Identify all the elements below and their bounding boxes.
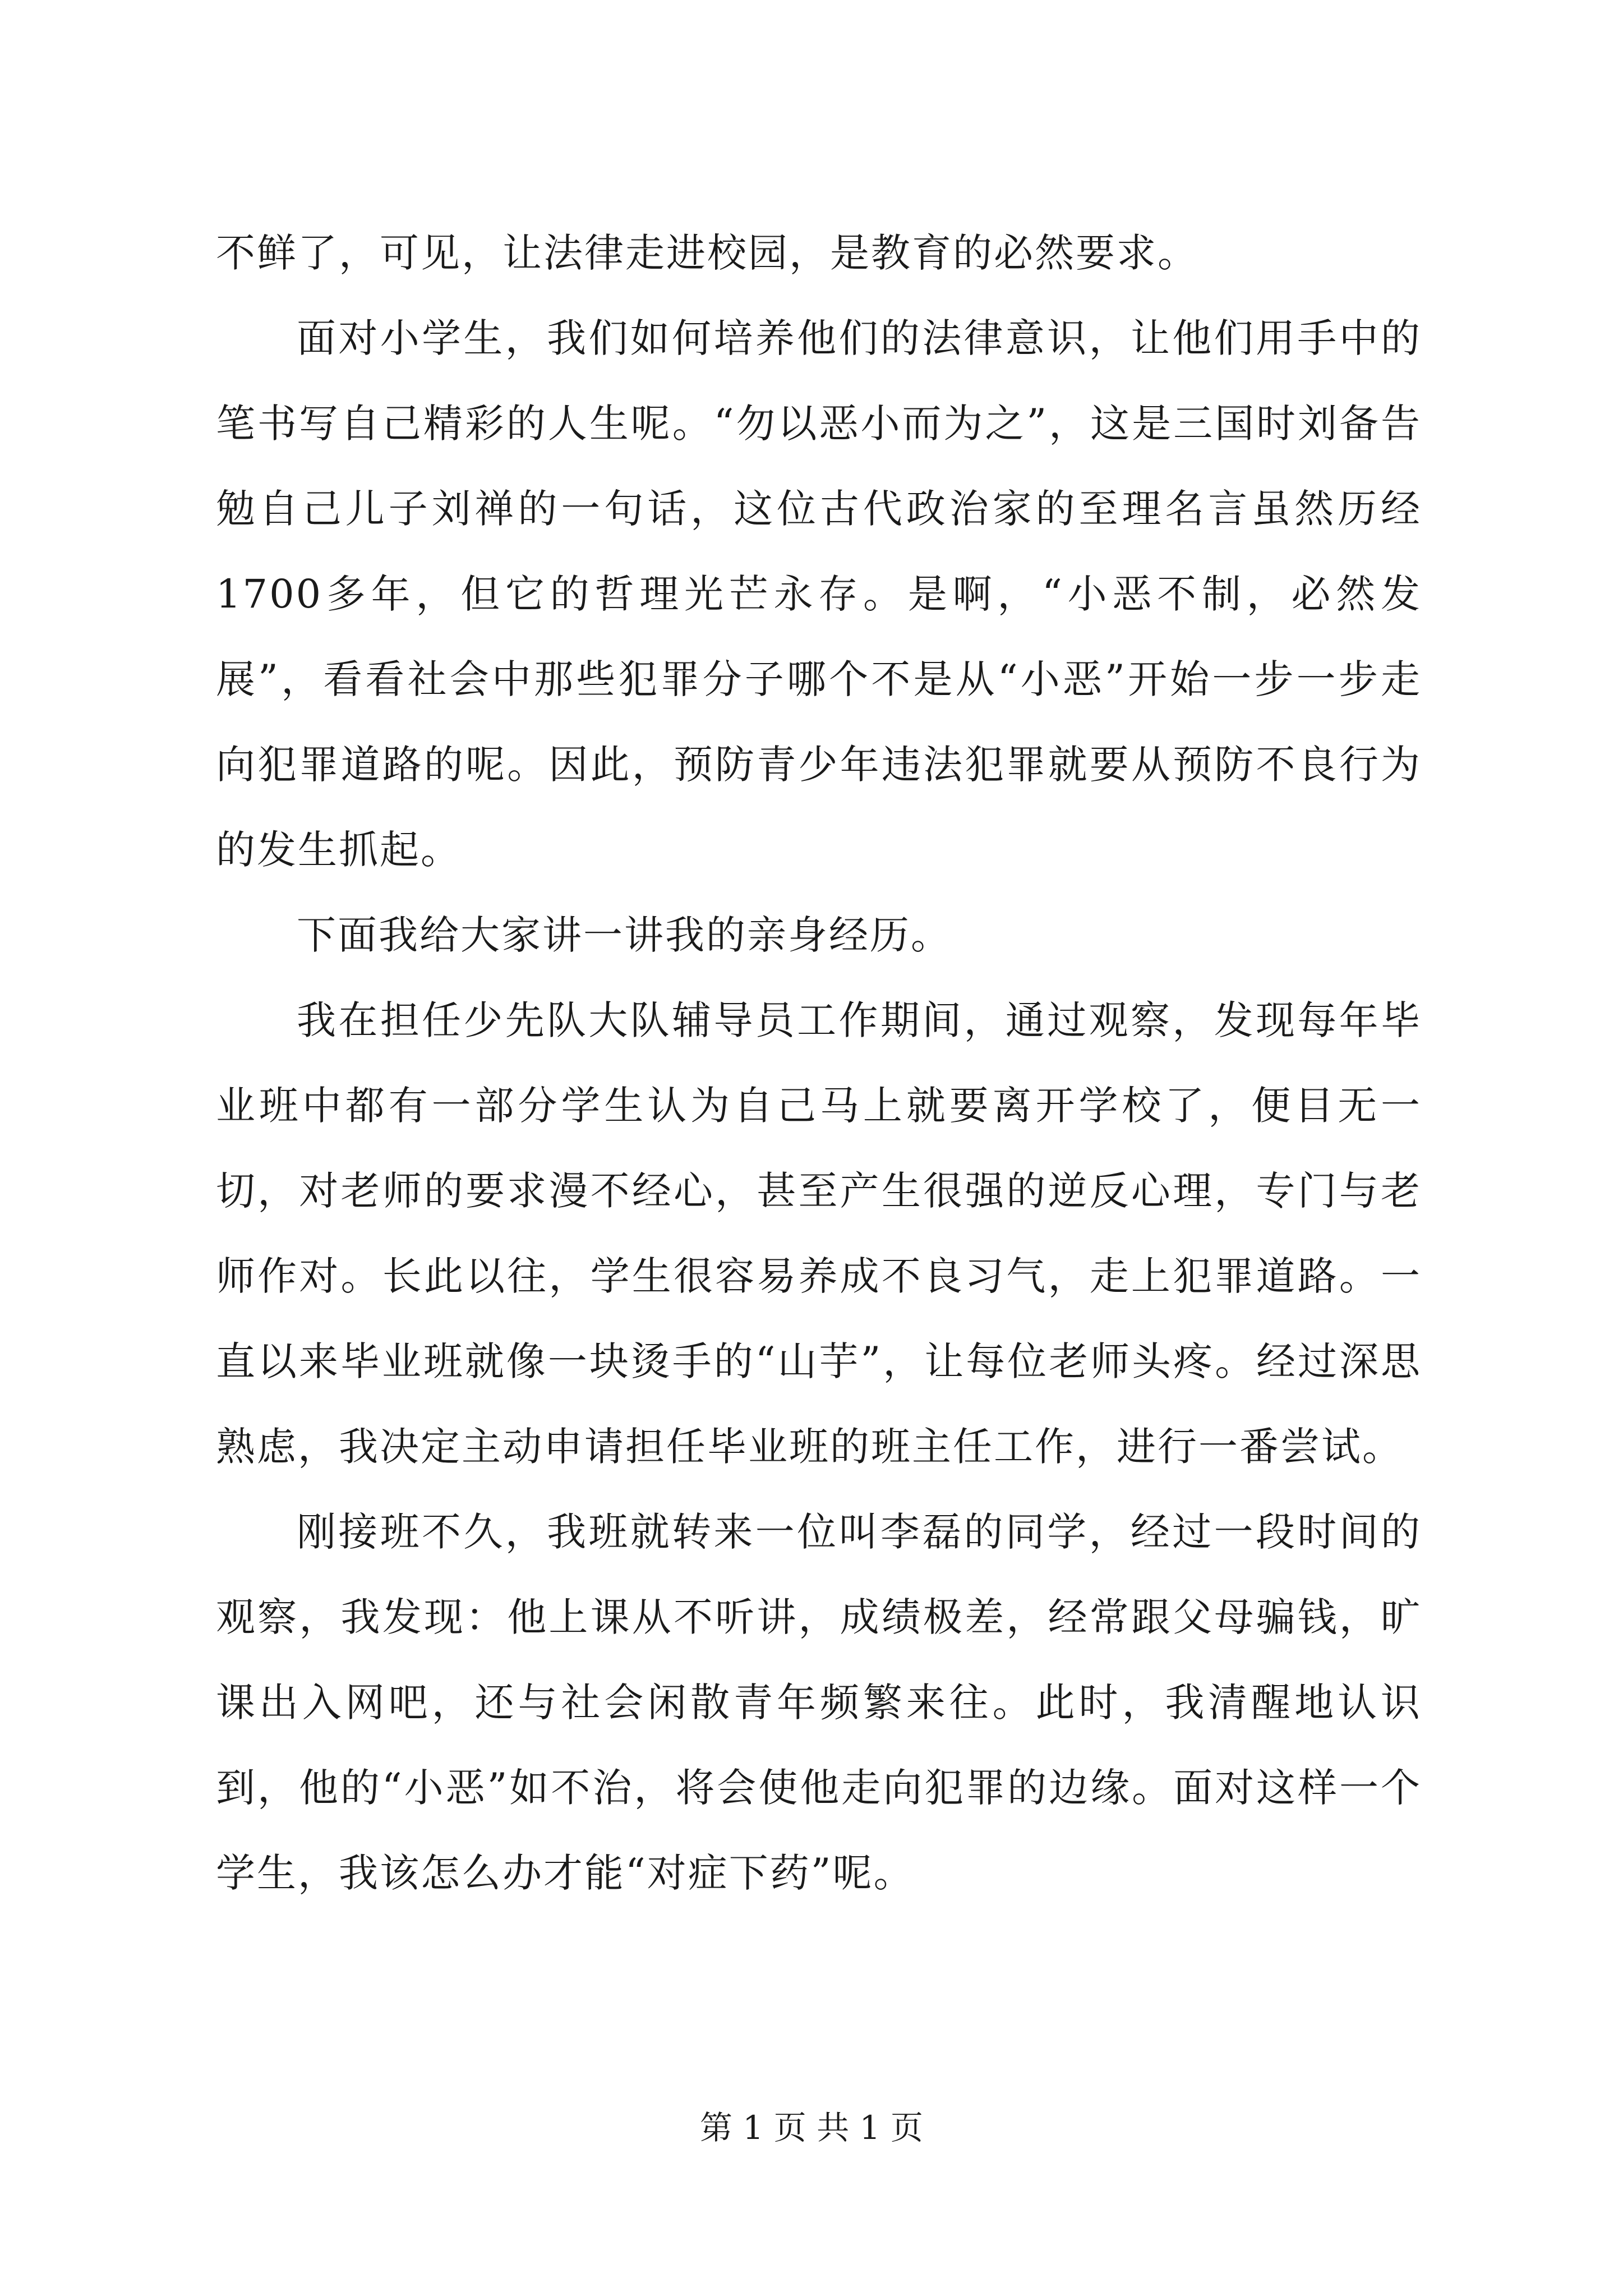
page-number-footer: 第 1 页 共 1 页 [700,2109,923,2147]
paragraph-continuation: 不鲜了，可见，让法律走进校园，是教育的必然要求。 [216,230,1198,276]
document-body [216,210,1422,1916]
paragraph-personal-experience-intro: 下面我给大家讲一讲我的亲身经历。 [297,912,952,958]
paragraph-graduating-class: 我在担任少先队大队辅导员工作期间，通过观察，发现每年毕业班中都有一部分学生认为自己马上就要离开学校了，便目无一切，对老师的要求漫不经心，甚至产生很强的逆反心理，专门与老师作对。长此以往，学生很容易养成不良习气，走上犯罪道路。一直以来毕业班就像一块烫手的“山芋”，让每位老师头疼。经过深思熟虑，我决定主动申请担任毕业班的班主任工作，进行一番尝试。 [216,997,1422,1470]
paragraph-legal-awareness: 面对小学生，我们如何培养他们的法律意识，让他们用手中的笔书写自己精彩的人生呢。“勿以恶小而为之”，这是三国时刘备告勉自己儿子刘禅的一句话，这位古代政治家的至理名言虽然历经1700多年，但它的哲理光芒永存。是啊，“小恶不制，必然发展”，看看社会中那些犯罪分子哪个不是从“小恶”开始一步一步走向犯罪道路的呢。因此，预防青少年违法犯罪就要从预防不良行为的发生抓起。 [216,315,1422,873]
paragraph-student-li-lei: 刚接班不久，我班就转来一位叫李磊的同学，经过一段时间的观察，我发现：他上课从不听讲，成绩极差，经常跟父母骗钱，旷课出入网吧，还与社会闲散青年频繁来往。此时，我清醒地认识到，他的“小恶”如不治，将会使他走向犯罪的边缘。面对这样一个学生，我该怎么办才能“对症下药”呢。 [216,1509,1422,1896]
